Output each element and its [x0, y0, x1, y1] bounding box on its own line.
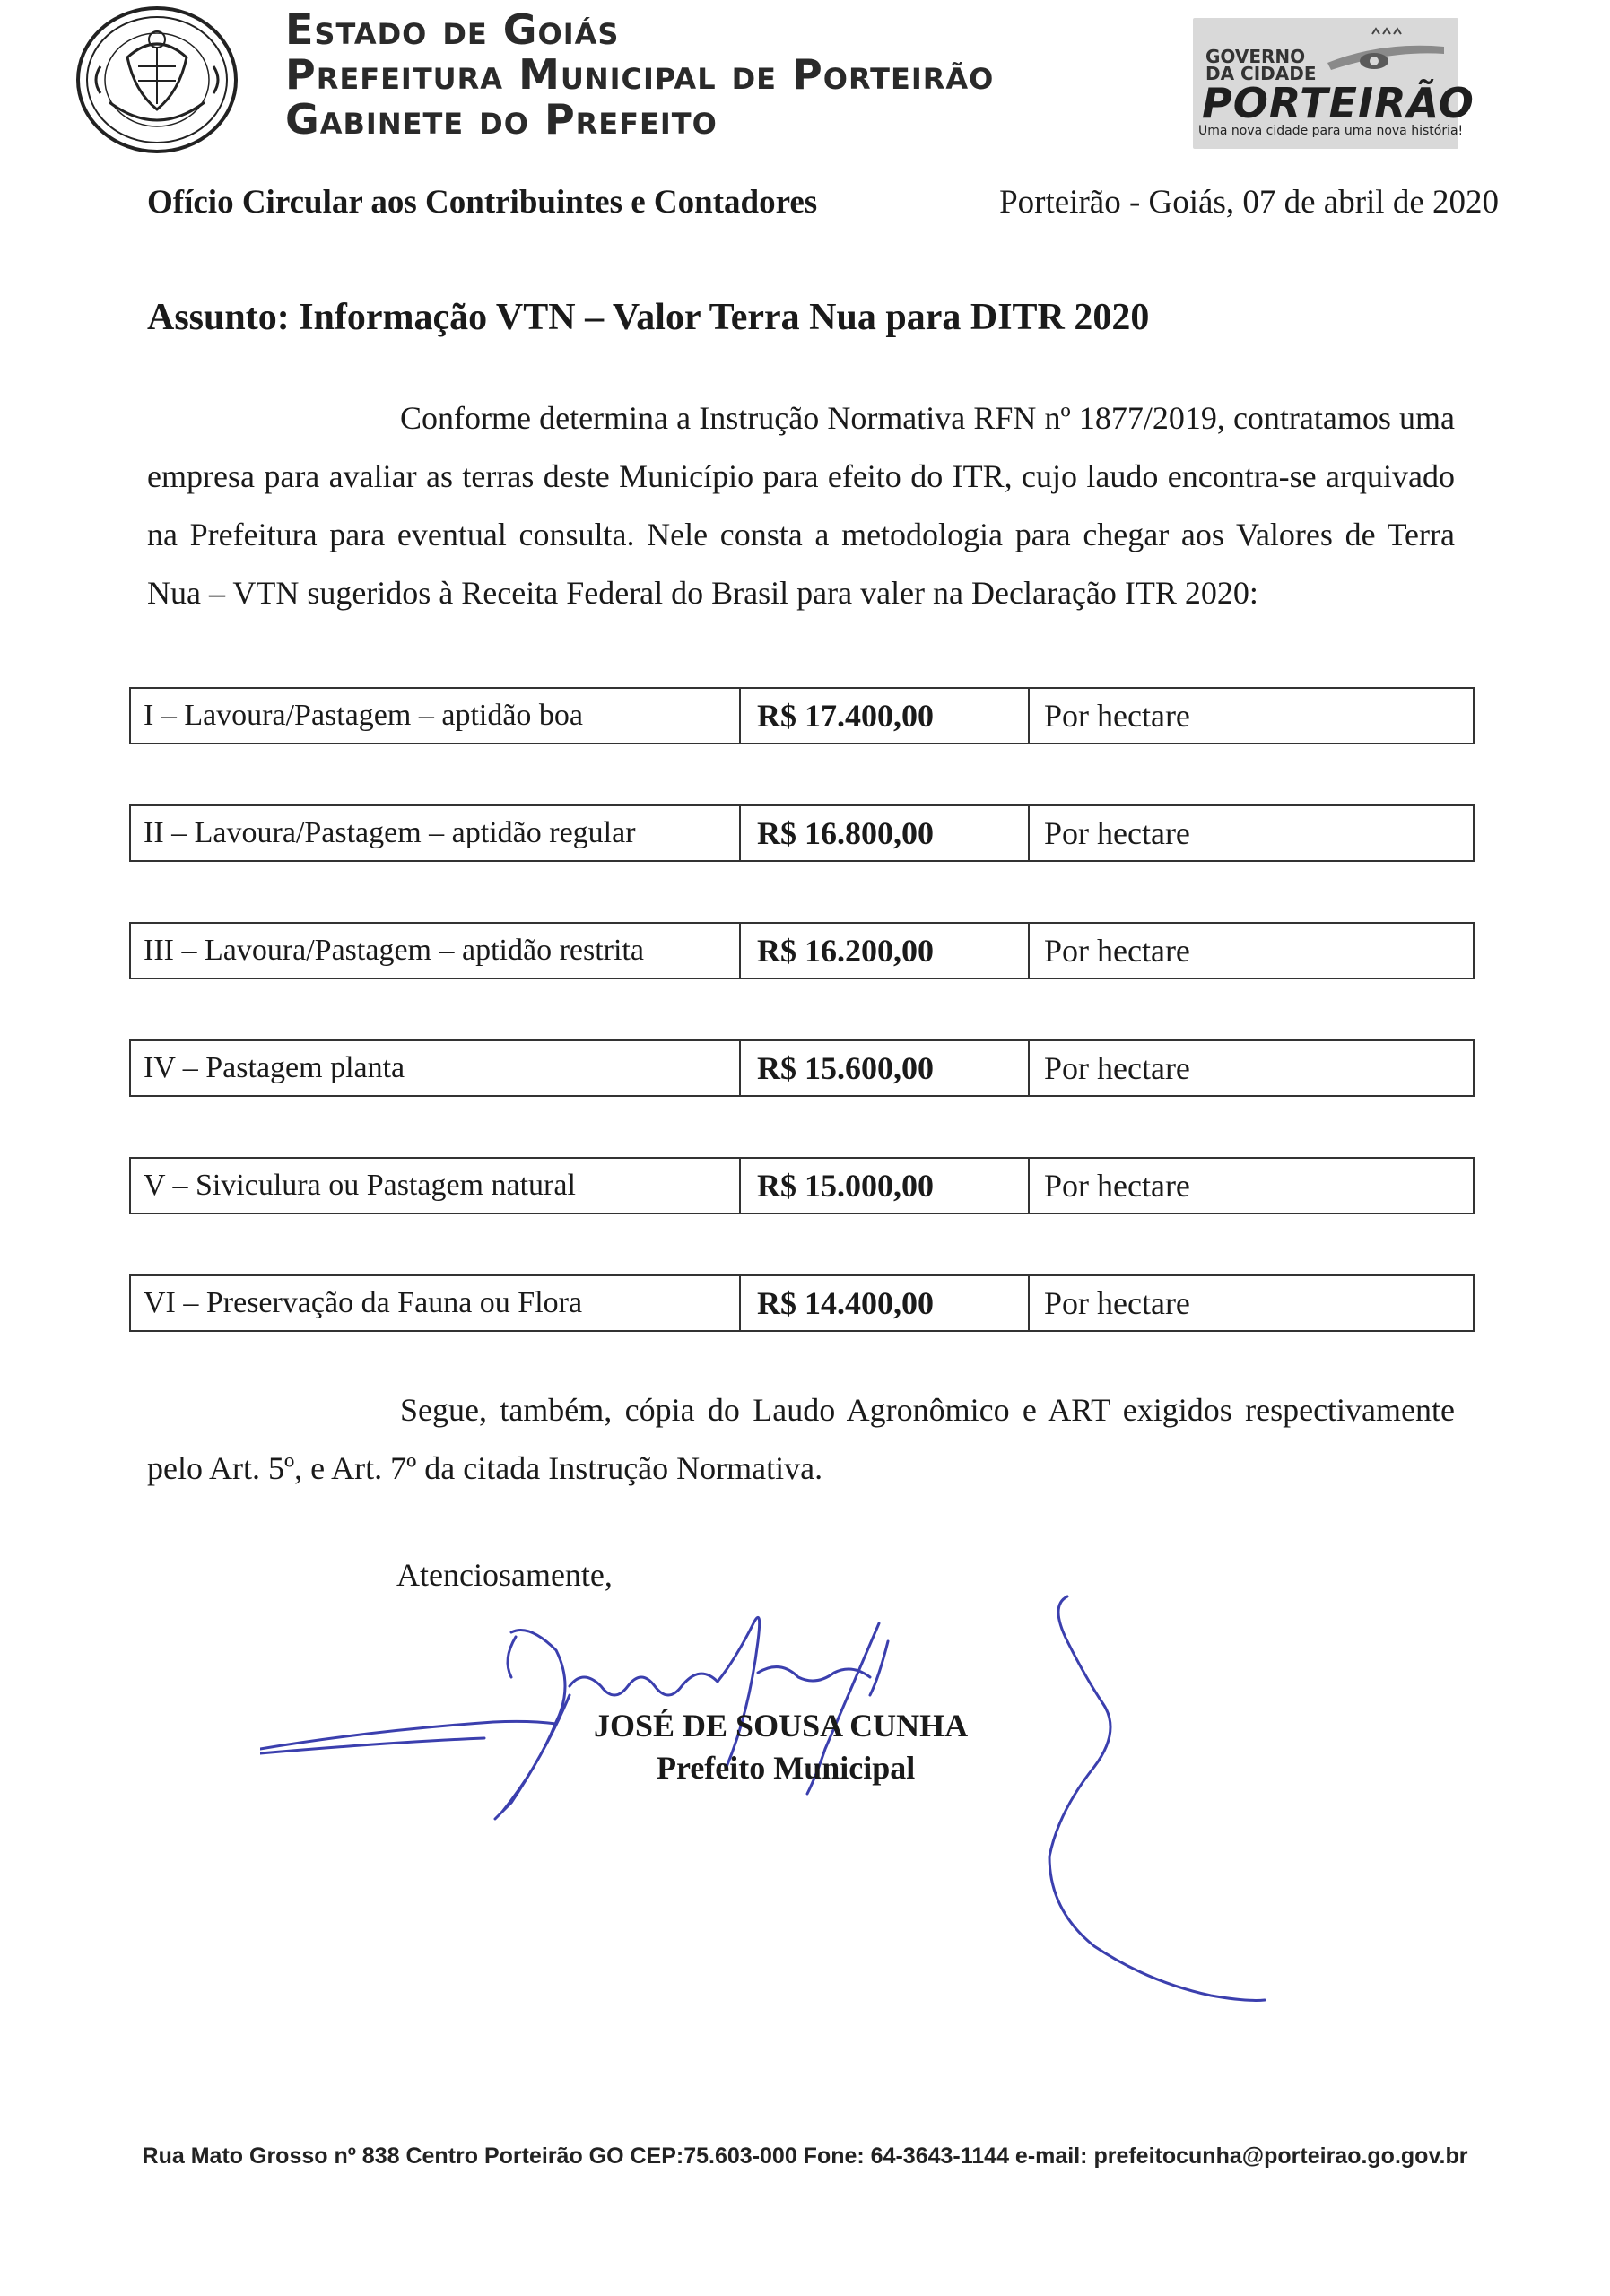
vtn-unit: Por hectare [1044, 1168, 1190, 1204]
closing-salutation: Atenciosamente, [396, 1557, 613, 1593]
vtn-category: II – Lavoura/Pastagem – aptidão regular [131, 806, 741, 860]
vtn-row [129, 687, 1475, 744]
vtn-value: R$ 15.600,00 [741, 1041, 1030, 1095]
vtn-value: R$ 16.200,00 [741, 924, 1030, 978]
vtn-value: R$ 17.400,00 [741, 689, 1030, 743]
header-state: Estado de Goiás [285, 5, 620, 54]
attachments-paragraph: Segue, também, cópia do Laudo Agronômico e ART exigidos respectivamente pelo Art. 5º, e Art. 7º da citada Instrução Normativa. [147, 1392, 1455, 1486]
vtn-row [129, 804, 1475, 862]
city-logo [1193, 18, 1475, 149]
vtn-row [129, 922, 1475, 979]
vtn-category: III – Lavoura/Pastagem – aptidão restrita [131, 924, 741, 978]
vtn-row [129, 1039, 1475, 1097]
vtn-row [129, 1274, 1475, 1332]
municipal-seal-icon [74, 4, 240, 156]
logo-tagline: Uma nova cidade para uma nova história! [1198, 124, 1464, 138]
handwritten-signature [260, 1587, 1283, 2018]
date-line: Porteirão - Goiás, 07 de abril de 2020 [999, 184, 1499, 221]
footer-address: Rua Mato Grosso nº 838 Centro Porteirão GO CEP:75.603-000 Fone: 64-3643-1144 e-mail: prefeitocunha@porteirao.go.gov.br [142, 2144, 1468, 2169]
vtn-category: VI – Preservação da Fauna ou Flora [131, 1276, 741, 1330]
vtn-value: R$ 15.000,00 [741, 1159, 1030, 1213]
logo-government-label: GOVERNO DA CIDADE [1205, 46, 1317, 84]
logo-city-name: PORTEIRÃO [1202, 79, 1475, 127]
vtn-category: I – Lavoura/Pastagem – aptidão boa [131, 689, 741, 743]
subject-line: Assunto: Informação VTN – Valor Terra Nua para DITR 2020 [147, 297, 1150, 338]
vtn-unit: Por hectare [1044, 1050, 1190, 1086]
vtn-unit: Por hectare [1044, 1285, 1190, 1321]
vtn-category: V – Siviculura ou Pastagem natural [131, 1159, 741, 1213]
header-office: Gabinete do Prefeito [285, 95, 718, 144]
signatory-role: Prefeito Municipal [657, 1750, 916, 1786]
signatory-name: JOSÉ DE SOUSA CUNHA [594, 1708, 969, 1744]
document-type: Ofício Circular aos Contribuintes e Contadores [147, 184, 818, 221]
vtn-row [129, 1157, 1475, 1214]
logo-swoosh-icon [1310, 23, 1453, 81]
vtn-category: IV – Pastagem planta [131, 1041, 741, 1095]
vtn-unit: Por hectare [1044, 815, 1190, 851]
vtn-value: R$ 16.800,00 [741, 806, 1030, 860]
vtn-value: R$ 14.400,00 [741, 1276, 1030, 1330]
header-prefecture: Prefeitura Municipal de Porteirão [285, 50, 995, 99]
intro-paragraph: Conforme determina a Instrução Normativa RFN nº 1877/2019, contratamos uma empresa para avaliar as terras deste Município para efeito do ITR, cujo laudo encontra-se arquivado na Prefeitura para eventual consulta. Nele consta a metodologia para chegar aos Valores de Terra Nua – VTN sugeridos à Receita Federal do Brasil para valer na Declaração ITR 2020: [147, 400, 1455, 611]
vtn-unit: Por hectare [1044, 933, 1190, 969]
vtn-unit: Por hectare [1044, 698, 1190, 734]
